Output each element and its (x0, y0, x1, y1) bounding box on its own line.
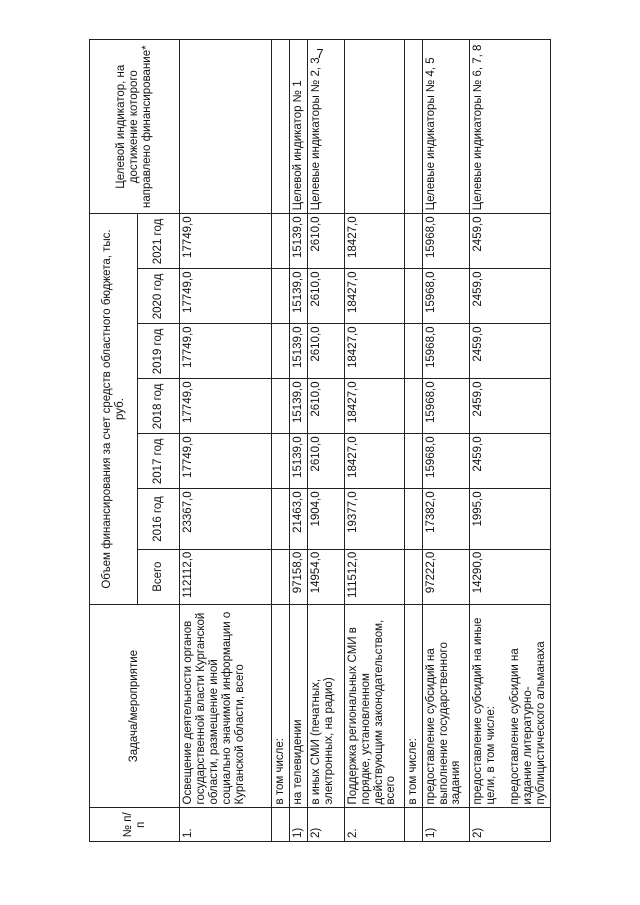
cell-2021: 18427,0 (344, 214, 404, 269)
cell-2018: 18427,0 (344, 379, 404, 434)
cell-2020 (404, 269, 422, 324)
cell-2016 (272, 489, 290, 549)
table-row (180, 40, 272, 842)
header-total: Всего (138, 549, 180, 604)
table-row (469, 40, 550, 842)
cell-indicator: Целевые индикаторы № 2, 3 (307, 40, 344, 214)
row-number (272, 808, 290, 842)
cell-2019: 2610,0 (307, 324, 344, 379)
row-task: Освещение деятельности органов государственной власти Курганской области, размещение иной социально значимой информации о Курганской области, всего (180, 604, 272, 808)
cell-total: 14954,0 (307, 549, 344, 604)
cell-2020 (272, 269, 290, 324)
cell-total (272, 549, 290, 604)
cell-2017 (272, 434, 290, 489)
cell-2020: 2459,0 (469, 269, 550, 324)
cell-indicator (344, 40, 404, 214)
cell-2016: 23367,0 (180, 489, 272, 549)
cell-2018: 17749,0 (180, 379, 272, 434)
cell-2021 (272, 214, 290, 269)
cell-2019 (404, 324, 422, 379)
cell-total: 97158,0 (289, 549, 307, 604)
table-row (272, 40, 290, 842)
page-number: 7 (316, 46, 324, 61)
header-row-1 (90, 40, 138, 842)
cell-total: 97222,0 (422, 549, 469, 604)
cell-2021: 2459,0 (469, 214, 550, 269)
row-task: предоставление субсидий на выполнение государственного задания (422, 604, 469, 808)
cell-indicator (404, 40, 422, 214)
rotated-table-wrapper (89, 39, 548, 842)
cell-2018: 2610,0 (307, 379, 344, 434)
cell-2021: 15968,0 (422, 214, 469, 269)
cell-2018 (272, 379, 290, 434)
cell-2016: 1995,0 (469, 489, 550, 549)
row-task: Поддержка региональных СМИ в порядке, установленном действующим законодательством, всего (344, 604, 404, 808)
header-no: № п/п (90, 808, 180, 842)
row-number: 1) (289, 808, 307, 842)
cell-2019: 2459,0 (469, 324, 550, 379)
row-number: 2. (344, 808, 404, 842)
cell-2016 (404, 489, 422, 549)
cell-indicator (180, 40, 272, 214)
cell-2020: 15139,0 (289, 269, 307, 324)
cell-2016: 17382,0 (422, 489, 469, 549)
cell-2017: 18427,0 (344, 434, 404, 489)
table-row (422, 40, 469, 842)
cell-2017: 15968,0 (422, 434, 469, 489)
header-funding: Объем финансирования за счет средств областного бюджета, тыс. руб. (90, 214, 138, 604)
row-number: 2) (469, 808, 550, 842)
row-number: 1. (180, 808, 272, 842)
cell-2018: 2459,0 (469, 379, 550, 434)
cell-indicator: Целевой индикатор № 1 (289, 40, 307, 214)
cell-2019: 18427,0 (344, 324, 404, 379)
row-task: на телевидении (289, 604, 307, 808)
cell-2020: 2610,0 (307, 269, 344, 324)
header-task: Задача/мероприятие (90, 604, 180, 808)
row-task: в том числе: (404, 604, 422, 808)
cell-2016: 19377,0 (344, 489, 404, 549)
row-number: 2) (307, 808, 344, 842)
header-year-2016: 2016 год (138, 489, 180, 549)
cell-indicator: Целевые индикаторы № 6, 7, 8 (469, 40, 550, 214)
cell-indicator: Целевые индикаторы № 4, 5 (422, 40, 469, 214)
cell-2021: 15139,0 (289, 214, 307, 269)
cell-2017: 2459,0 (469, 434, 550, 489)
row-number: 1) (422, 808, 469, 842)
cell-2019 (272, 324, 290, 379)
cell-2020: 15968,0 (422, 269, 469, 324)
row-task: в иных СМИ (печатных, электронных, на радио) (307, 604, 344, 808)
cell-2021: 2610,0 (307, 214, 344, 269)
cell-2018: 15968,0 (422, 379, 469, 434)
cell-total: 112112,0 (180, 549, 272, 604)
header-year-2019: 2019 год (138, 324, 180, 379)
cell-2018: 15139,0 (289, 379, 307, 434)
spacer (497, 608, 509, 805)
cell-total (404, 549, 422, 604)
cell-2018 (404, 379, 422, 434)
cell-total: 14290,0 (469, 549, 550, 604)
header-indicator: Целевой индикатор, на достижение которого направлено финансирование* (90, 40, 180, 214)
cell-2017: 2610,0 (307, 434, 344, 489)
cell-2016: 1904,0 (307, 489, 344, 549)
cell-2019: 17749,0 (180, 324, 272, 379)
cell-2021 (404, 214, 422, 269)
row-task-main: предоставление субсидий на иные цели, в том числе: (471, 617, 497, 805)
header-year-2020: 2020 год (138, 269, 180, 324)
header-year-2021: 2021 год (138, 214, 180, 269)
cell-2021: 17749,0 (180, 214, 272, 269)
cell-indicator (272, 40, 290, 214)
cell-2020: 17749,0 (180, 269, 272, 324)
header-year-2018: 2018 год (138, 379, 180, 434)
table-row (404, 40, 422, 842)
cell-2016: 21463,0 (289, 489, 307, 549)
row-task (469, 604, 550, 808)
cell-2017: 15139,0 (289, 434, 307, 489)
table-row (344, 40, 404, 842)
cell-2020: 18427,0 (344, 269, 404, 324)
row-task-sub: предоставление субсидии на издание литературно-публицистического альманаха (509, 641, 548, 805)
cell-2019: 15139,0 (289, 324, 307, 379)
cell-total: 111512,0 (344, 549, 404, 604)
table-row (289, 40, 307, 842)
row-task: в том числе: (272, 604, 290, 808)
cell-2019: 15968,0 (422, 324, 469, 379)
table-row (307, 40, 344, 842)
row-number (404, 808, 422, 842)
cell-2017: 17749,0 (180, 434, 272, 489)
cell-2017 (404, 434, 422, 489)
funding-table (89, 39, 551, 842)
header-year-2017: 2017 год (138, 434, 180, 489)
